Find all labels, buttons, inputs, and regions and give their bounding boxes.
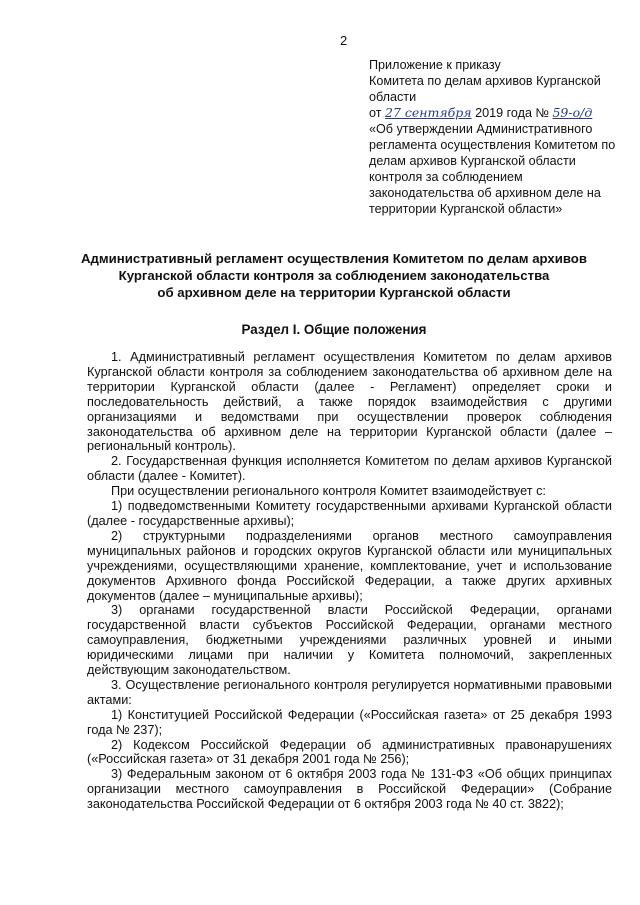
appendix-subject: «Об утверждении Административного регламента осуществления Комитетом по делам архивов Курганской области контроля за соблюдением законодательства об архивном деле на территории Курганской области» xyxy=(369,122,616,216)
document-body xyxy=(87,350,612,812)
paragraph: 2) Кодексом Российской Федерации об административных правонарушениях («Российская газета» от 31 декабря 2001 года № 256); xyxy=(87,737,612,767)
section-title: Раздел I. Общие положения xyxy=(241,322,427,337)
paragraph: 1) подведомственными Комитету государственными архивами Курганской области (далее - государственные архивы); xyxy=(87,499,612,528)
paragraph: 2) структурными подразделениями органов местного самоуправления муниципальных районов и городских округов Курганской области или муниципальных учреждениями, осуществляющими хранение, комплектование, учет и использование документов Архивного фонда Российской Федерации, а также других архивных документов (далее – муниципальные архивы); xyxy=(87,528,612,603)
appendix-line-3: области xyxy=(369,90,417,104)
title-line: Административный регламент осуществления Комитетом по делам архивов xyxy=(81,251,587,266)
paragraph: 3. Осуществление регионального контроля регулируется нормативными правовыми актами: xyxy=(87,677,612,707)
paragraph: 1. Административный регламент осуществления Комитетом по делам архивов Курганской области контроля за соблюдением законодательства об архивном деле на территории Курганской области (далее - Регламент) определяет сроки и последовательность действий, а также порядок взаимодействия с другими организациями и ведомствами при осуществлении проверок соблюдения законодательства об архивном деле на территории Курганской области (далее – региональный контроль). xyxy=(87,350,612,454)
page-number: 2 xyxy=(340,33,348,48)
paragraph: 3) органами государственной власти Российской Федерации, органами государственной власти субъектов Российской Федерации, органами местного самоуправления, бюджетными учреждениями различных уровней и иными юридическими лицами при наличии у Комитета полномочий, закрепленных действующим законодательством. xyxy=(87,603,612,678)
appendix-line-2: Комитета по делам архивов Курганской xyxy=(369,74,601,88)
paragraph: 1) Конституцией Российской Федерации («Российская газета» от 25 декабря 1993 года № 237); xyxy=(87,707,612,737)
handwritten-date: 27 сентября xyxy=(385,105,472,120)
paragraph: 3) Федеральным законом от 6 октября 2003 года № 131-ФЗ «Об общих принципах организации местного самоуправления в Российской Федерации» (Собрание законодательства Российской Федерации от 6 октября 2003 года № 40 ст. 3822); xyxy=(87,767,612,812)
title-line: Курганской области контроля за соблюдением законодательства xyxy=(118,268,550,283)
document-title xyxy=(60,250,608,301)
handwritten-order-number: 59-о/д xyxy=(552,105,593,120)
appendix-block xyxy=(369,57,619,217)
order-year: 2019 года № xyxy=(475,106,549,120)
paragraph: 2. Государственная функция исполняется Комитетом по делам архивов Курганской области (далее - Комитет). xyxy=(87,454,612,484)
appendix-line-1: Приложение к приказу xyxy=(369,58,501,72)
title-line: об архивном деле на территории Курганской области xyxy=(157,285,511,300)
date-prefix: от xyxy=(369,106,382,120)
appendix-date-line xyxy=(369,105,619,121)
paragraph: При осуществлении регионального контроля Комитет взаимодействует с: xyxy=(111,484,546,499)
